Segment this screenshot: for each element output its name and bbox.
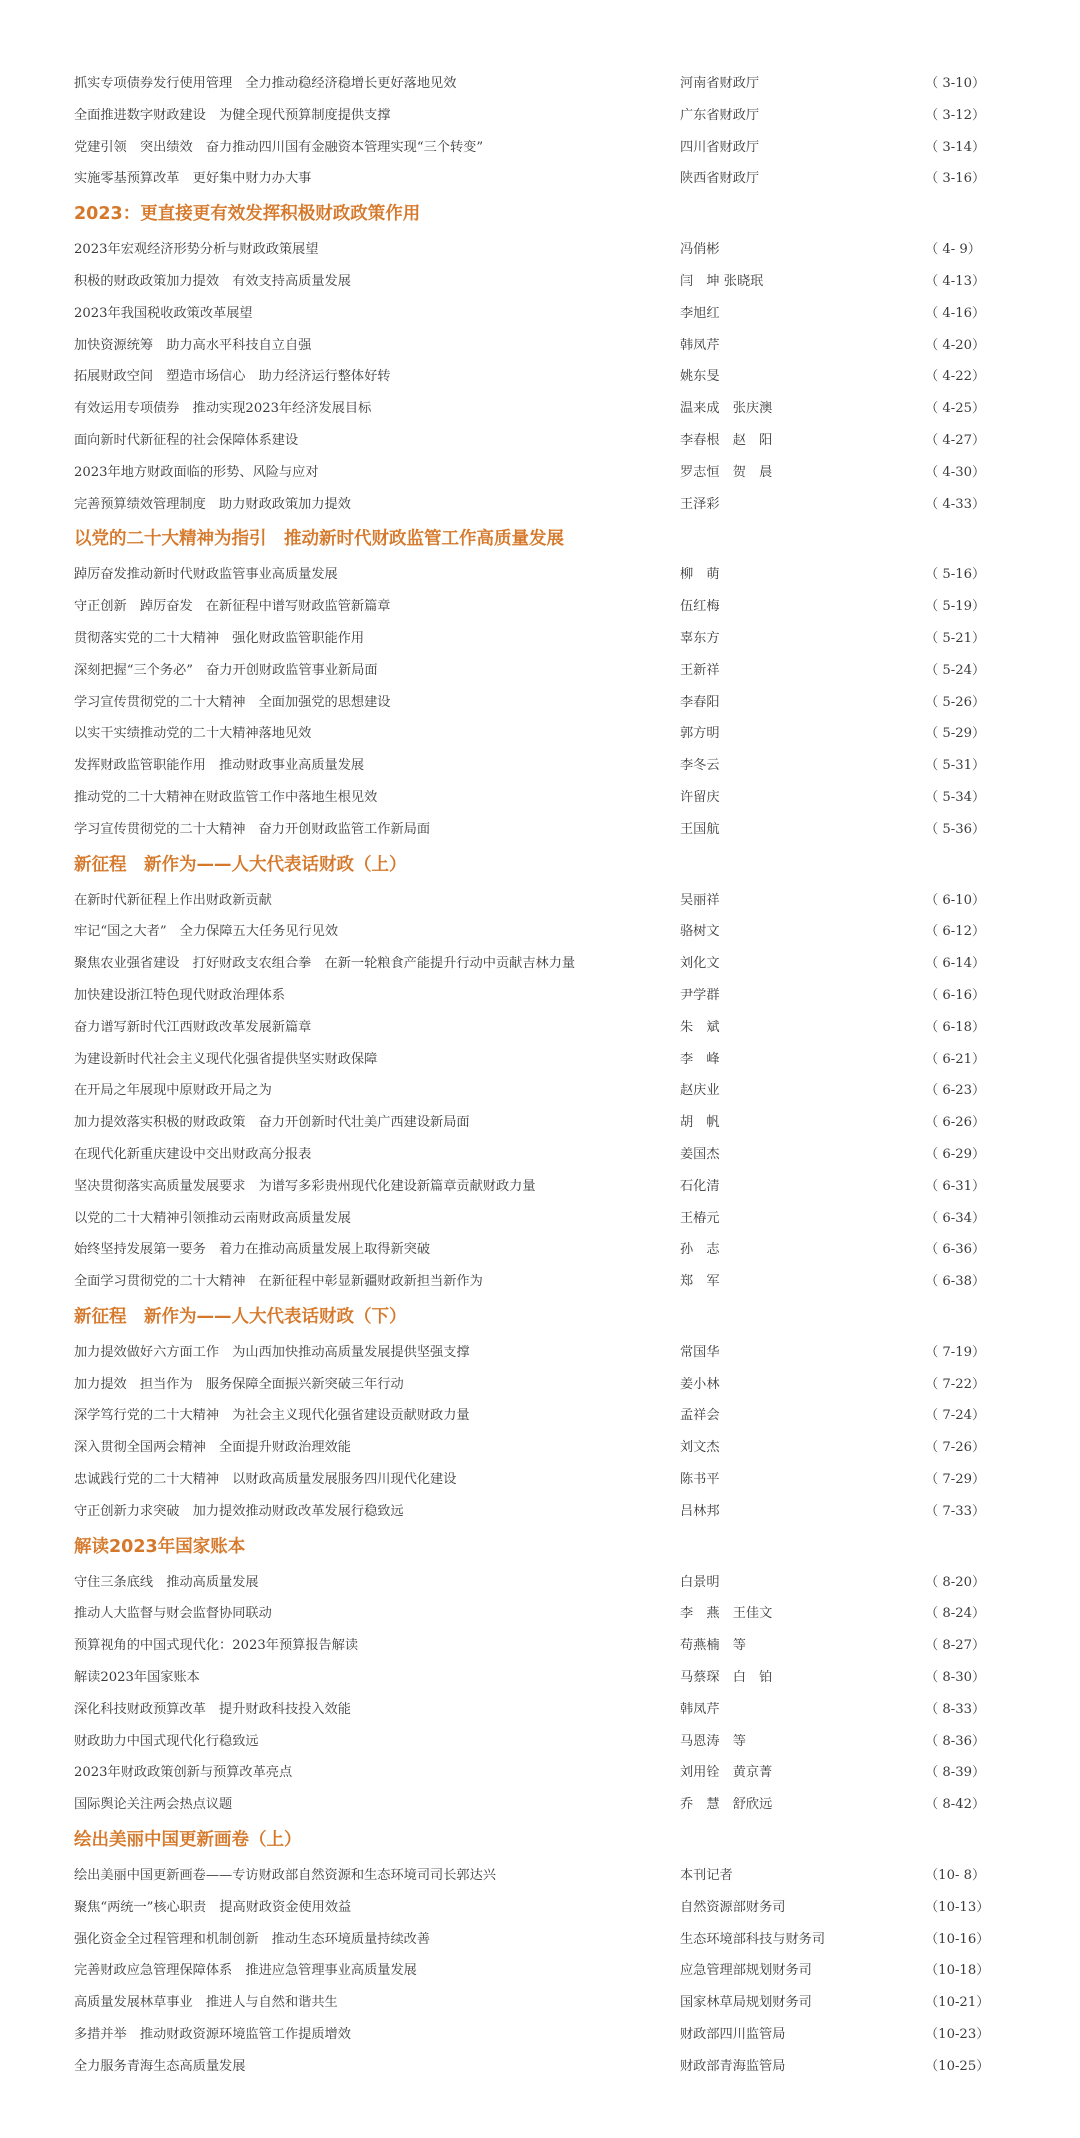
toc-entry — [0, 1860, 1080, 1892]
article-author: 王泽彩 — [680, 496, 720, 512]
article-author: 常国华 — [680, 1344, 720, 1360]
toc-entry — [0, 163, 1080, 195]
page-reference: （ 4-25） — [925, 401, 986, 417]
page-reference: （ 4-22） — [925, 369, 986, 385]
article-title: 推动人大监督与财会监督协同联动 — [74, 1606, 272, 1622]
article-author: 辜东方 — [680, 630, 720, 646]
article-title: 聚焦农业强省建设 打好财政支农组合拳 在新一轮粮食产能提升行动中贡献吉林力量 — [74, 956, 576, 972]
article-title: 始终坚持发展第一要务 着力在推动高质量发展上取得新突破 — [74, 1242, 431, 1258]
article-title: 高质量发展林草事业 推进人与自然和谐共生 — [74, 1995, 338, 2011]
article-title: 预算视角的中国式现代化：2023年预算报告解读 — [74, 1638, 359, 1654]
article-author: 刘用铨 黄京菁 — [680, 1765, 773, 1781]
article-title: 解读2023年国家账本 — [74, 1670, 200, 1686]
toc-entry — [0, 457, 1080, 489]
article-title: 加快建设浙江特色现代财政治理体系 — [74, 987, 285, 1003]
page-reference: （10-16） — [925, 1931, 990, 1947]
article-title: 全面推进数字财政建设 为健全现代预算制度提供支撑 — [74, 107, 391, 123]
article-author: 生态环境部科技与财务司 — [680, 1931, 826, 1947]
article-author: 姚东旻 — [680, 369, 720, 385]
article-title: 守正创新力求突破 加力提效推动财政改革发展行稳致远 — [74, 1503, 404, 1519]
toc-entry — [0, 1987, 1080, 2019]
article-title: 强化资金全过程管理和机制创新 推动生态环境质量持续改善 — [74, 1931, 431, 1947]
article-author: 柳 萌 — [680, 567, 720, 583]
toc-entry — [0, 1203, 1080, 1235]
article-title: 以实干实绩推动党的二十大精神落地见效 — [74, 726, 312, 742]
toc-entry — [0, 1075, 1080, 1107]
page-reference: （ 5-26） — [925, 694, 986, 710]
article-title: 积极的财政政策加力提效 有效支持高质量发展 — [74, 273, 351, 289]
article-title: 推动党的二十大精神在财政监管工作中落地生根见效 — [74, 789, 378, 805]
toc-entry — [0, 489, 1080, 521]
toc-entry — [0, 718, 1080, 750]
page-reference: （ 7-26） — [925, 1440, 986, 1456]
article-author: 姜国杰 — [680, 1146, 720, 1162]
article-author: 胡 帆 — [680, 1115, 720, 1131]
toc-entry — [0, 1432, 1080, 1464]
page-reference: （10-21） — [925, 1995, 990, 2011]
article-author: 苟燕楠 等 — [680, 1638, 746, 1654]
page-reference: （ 6-16） — [925, 987, 986, 1003]
article-author: 罗志恒 贺 晨 — [680, 464, 773, 480]
article-title: 财政助力中国式现代化行稳致远 — [74, 1733, 259, 1749]
article-title: 实施零基预算改革 更好集中财力办大事 — [74, 171, 312, 187]
article-author: 冯俏彬 — [680, 242, 720, 258]
article-author: 本刊记者 — [680, 1868, 733, 1884]
article-author: 陕西省财政厅 — [680, 171, 760, 187]
article-author: 石化清 — [680, 1178, 720, 1194]
toc-entry — [0, 1044, 1080, 1076]
toc-entry — [0, 68, 1080, 100]
article-author: 孙 志 — [680, 1242, 720, 1258]
toc-entry — [0, 1757, 1080, 1789]
article-title: 奋力谱写新时代江西财政改革发展新篇章 — [74, 1019, 312, 1035]
article-author: 自然资源部财务司 — [680, 1899, 786, 1915]
article-author: 郭方明 — [680, 726, 720, 742]
page-reference: （ 5-34） — [925, 789, 986, 805]
article-title: 聚焦“两统一”核心职责 提高财政资金使用效益 — [74, 1899, 352, 1915]
toc-entry — [0, 2051, 1080, 2083]
article-title: 以党的二十大精神引领推动云南财政高质量发展 — [74, 1210, 351, 1226]
article-title: 加力提效落实积极的财政政策 奋力开创新时代壮美广西建设新局面 — [74, 1115, 470, 1131]
toc-entry — [0, 1955, 1080, 1987]
toc-entry — [0, 330, 1080, 362]
article-title: 牢记“国之大者” 全力保障五大任务见行见效 — [74, 924, 339, 940]
article-title: 贯彻落实党的二十大精神 强化财政监管职能作用 — [74, 630, 365, 646]
page-reference: （ 6-29） — [925, 1146, 986, 1162]
toc-entry — [0, 1400, 1080, 1432]
article-title: 全力服务青海生态高质量发展 — [74, 2058, 246, 2074]
article-title: 在开局之年展现中原财政开局之为 — [74, 1083, 272, 1099]
page-reference: （ 3-14） — [925, 139, 986, 155]
toc-entry — [0, 559, 1080, 591]
article-author: 王国航 — [680, 821, 720, 837]
section-heading: 绘出美丽中国更新画卷（上） — [74, 1830, 302, 1851]
page-reference: （ 7-24） — [925, 1408, 986, 1424]
page-reference: （ 3-10） — [925, 76, 986, 91]
article-author: 财政部四川监管局 — [680, 2027, 786, 2043]
section-heading: 以党的二十大精神为指引 推动新时代财政监管工作高质量发展 — [74, 529, 564, 550]
article-author: 刘文杰 — [680, 1440, 720, 1456]
page-reference: （ 4-27） — [925, 432, 986, 448]
article-title: 深学笃行党的二十大精神 为社会主义现代化强省建设贡献财政力量 — [74, 1408, 470, 1424]
article-title: 抓实专项债券发行使用管理 全力推动稳经济稳增长更好落地见效 — [74, 76, 457, 91]
article-title: 全面学习贯彻党的二十大精神 在新征程中彰显新疆财政新担当新作为 — [74, 1274, 483, 1290]
article-author: 吕林邦 — [680, 1503, 720, 1519]
toc-entry — [0, 980, 1080, 1012]
article-title: 加力提效做好六方面工作 为山西加快推动高质量发展提供坚强支撑 — [74, 1344, 470, 1360]
page-reference: （ 6-21） — [925, 1051, 986, 1067]
article-title: 党建引领 突出绩效 奋力推动四川国有金融资本管理实现“三个转变” — [74, 139, 484, 155]
toc-entry — [0, 425, 1080, 457]
toc-entry — [0, 1107, 1080, 1139]
article-author: 陈书平 — [680, 1472, 720, 1488]
page-reference: （ 3-12） — [925, 107, 986, 123]
toc-entry — [0, 948, 1080, 980]
page-reference: （ 4-20） — [925, 337, 986, 353]
page-reference: （ 5-24） — [925, 662, 986, 678]
page-reference: （ 5-31） — [925, 758, 986, 774]
page-reference: （ 4-16） — [925, 305, 986, 321]
page-reference: （ 5-16） — [925, 567, 986, 583]
page-reference: （ 6-36） — [925, 1242, 986, 1258]
toc-entry — [0, 1694, 1080, 1726]
page-reference: （ 7-33） — [925, 1503, 986, 1519]
page-reference: （10-18） — [925, 1963, 990, 1979]
toc-entry — [0, 132, 1080, 164]
article-author: 韩凤芹 — [680, 1701, 720, 1717]
page-reference: （ 5-36） — [925, 821, 986, 837]
article-title: 加快资源统筹 助力高水平科技自立自强 — [74, 337, 312, 353]
toc-entry — [0, 1012, 1080, 1044]
page-reference: （ 4-13） — [925, 273, 986, 289]
article-author: 朱 斌 — [680, 1019, 720, 1035]
toc-entry — [0, 750, 1080, 782]
toc-entry — [0, 266, 1080, 298]
page-reference: （10-23） — [925, 2027, 990, 2043]
article-title: 有效运用专项债券 推动实现2023年经济发展目标 — [74, 401, 372, 417]
page-reference: （ 8-20） — [925, 1574, 986, 1590]
toc-entry — [0, 2019, 1080, 2051]
article-author: 李冬云 — [680, 758, 720, 774]
page-reference: （ 8-27） — [925, 1638, 986, 1654]
article-author: 郑 军 — [680, 1274, 720, 1290]
page-reference: （ 5-29） — [925, 726, 986, 742]
article-author: 国家林草局规划财务司 — [680, 1995, 812, 2011]
toc-entry — [0, 298, 1080, 330]
page-reference: （ 6-12） — [925, 924, 986, 940]
page-reference: （ 5-21） — [925, 630, 986, 646]
article-title: 2023年我国税收政策改革展望 — [74, 305, 253, 321]
article-author: 骆树文 — [680, 924, 720, 940]
page-reference: （ 8-30） — [925, 1670, 986, 1686]
article-author: 马恩涛 等 — [680, 1733, 746, 1749]
article-author: 李 峰 — [680, 1051, 720, 1067]
article-author: 赵庆业 — [680, 1083, 720, 1099]
article-title: 2023年财政政策创新与预算改革亮点 — [74, 1765, 293, 1781]
page-reference: （ 8-36） — [925, 1733, 986, 1749]
section-heading: 新征程 新作为——人大代表话财政（下） — [74, 1306, 407, 1327]
page-reference: （ 4- 9） — [925, 242, 981, 258]
page-reference: （ 6-34） — [925, 1210, 986, 1226]
page-reference: （ 8-42） — [925, 1797, 986, 1813]
toc-entry — [0, 591, 1080, 623]
toc-entry — [0, 393, 1080, 425]
article-title: 深刻把握“三个务必” 奋力开创财政监管事业新局面 — [74, 662, 378, 678]
page-reference: （ 6-31） — [925, 1178, 986, 1194]
article-title: 发挥财政监管职能作用 推动财政事业高质量发展 — [74, 758, 365, 774]
toc-entry — [0, 885, 1080, 917]
article-title: 学习宣传贯彻党的二十大精神 奋力开创财政监管工作新局面 — [74, 821, 431, 837]
toc-entry — [0, 916, 1080, 948]
page-reference: （ 6-23） — [925, 1083, 986, 1099]
article-author: 姜小林 — [680, 1376, 720, 1392]
toc-entry — [0, 1464, 1080, 1496]
article-author: 河南省财政厅 — [680, 76, 760, 91]
article-title: 守住三条底线 推动高质量发展 — [74, 1574, 259, 1590]
article-author: 尹学群 — [680, 987, 720, 1003]
toc-entry — [0, 1266, 1080, 1298]
article-author: 闫 坤 张晓珉 — [680, 273, 764, 289]
page-reference: （ 4-33） — [925, 496, 986, 512]
article-author: 许留庆 — [680, 789, 720, 805]
page-reference: （ 8-39） — [925, 1765, 986, 1781]
article-title: 多措并举 推动财政资源环境监管工作提质增效 — [74, 2027, 351, 2043]
article-title: 深入贯彻全国两会精神 全面提升财政治理效能 — [74, 1440, 351, 1456]
page-reference: （ 8-24） — [925, 1606, 986, 1622]
article-title: 国际舆论关注两会热点议题 — [74, 1797, 233, 1813]
page-reference: （ 6-38） — [925, 1274, 986, 1290]
section-heading: 2023：更直接更有效发挥积极财政政策作用 — [74, 204, 421, 225]
article-title: 守正创新 踔厉奋发 在新征程中谱写财政监管新篇章 — [74, 599, 391, 615]
page-reference: （10-13） — [925, 1899, 990, 1915]
toc-entry — [0, 1630, 1080, 1662]
toc-entry — [0, 1662, 1080, 1694]
toc-entry — [0, 1171, 1080, 1203]
article-title: 2023年地方财政面临的形势、风险与应对 — [74, 464, 319, 480]
toc-entry — [0, 1567, 1080, 1599]
toc-entry — [0, 1789, 1080, 1821]
page-reference: （ 6-26） — [925, 1115, 986, 1131]
article-author: 韩凤芹 — [680, 337, 720, 353]
article-author: 四川省财政厅 — [680, 139, 760, 155]
article-author: 王椿元 — [680, 1210, 720, 1226]
article-title: 完善预算绩效管理制度 助力财政政策加力提效 — [74, 496, 351, 512]
toc-entry — [0, 1496, 1080, 1528]
page-reference: （ 4-30） — [925, 464, 986, 480]
article-author: 伍红梅 — [680, 599, 720, 615]
article-author: 李春根 赵 阳 — [680, 432, 773, 448]
article-title: 完善财政应急管理保障体系 推进应急管理事业高质量发展 — [74, 1963, 417, 1979]
article-author: 吴丽祥 — [680, 892, 720, 908]
page-reference: （ 5-19） — [925, 599, 986, 615]
toc-entry — [0, 361, 1080, 393]
article-title: 拓展财政空间 塑造市场信心 助力经济运行整体好转 — [74, 369, 391, 385]
article-author: 李旭红 — [680, 305, 720, 321]
toc-entry — [0, 1369, 1080, 1401]
article-title: 在现代化新重庆建设中交出财政高分报表 — [74, 1146, 312, 1162]
toc-entry — [0, 1924, 1080, 1956]
page-reference: （ 7-22） — [925, 1376, 986, 1392]
article-author: 李 燕 王佳文 — [680, 1606, 773, 1622]
page-reference: （ 7-19） — [925, 1344, 986, 1360]
toc-entry — [0, 655, 1080, 687]
toc-entry — [0, 1234, 1080, 1266]
toc-entry — [0, 814, 1080, 846]
toc-entry — [0, 1337, 1080, 1369]
article-title: 绘出美丽中国更新画卷——专访财政部自然资源和生态环境司司长郭达兴 — [74, 1868, 496, 1884]
section-heading: 新征程 新作为——人大代表话财政（上） — [74, 854, 407, 875]
article-author: 李春阳 — [680, 694, 720, 710]
toc-entry — [0, 1726, 1080, 1758]
article-author: 刘化文 — [680, 956, 720, 972]
page-reference: （10-25） — [925, 2058, 990, 2074]
article-author: 白景明 — [680, 1574, 720, 1590]
toc-entry — [0, 782, 1080, 814]
article-author: 王新祥 — [680, 662, 720, 678]
section-heading: 解读2023年国家账本 — [74, 1536, 246, 1557]
toc-entry — [0, 1598, 1080, 1630]
article-title: 在新时代新征程上作出财政新贡献 — [74, 892, 272, 908]
article-author: 财政部青海监管局 — [680, 2058, 786, 2074]
article-author: 乔 慧 舒欣远 — [680, 1797, 773, 1813]
article-title: 加力提效 担当作为 服务保障全面振兴新突破三年行动 — [74, 1376, 404, 1392]
toc-entry — [0, 234, 1080, 266]
article-title: 坚决贯彻落实高质量发展要求 为谱写多彩贵州现代化建设新篇章贡献财政力量 — [74, 1178, 536, 1194]
article-title: 面向新时代新征程的社会保障体系建设 — [74, 432, 299, 448]
toc-entry — [0, 687, 1080, 719]
toc-entry — [0, 100, 1080, 132]
article-author: 广东省财政厅 — [680, 107, 760, 123]
article-author: 马蔡琛 白 铂 — [680, 1670, 773, 1686]
page-reference: （10- 8） — [925, 1868, 986, 1884]
article-author: 温来成 张庆澳 — [680, 401, 773, 417]
article-author: 孟祥会 — [680, 1408, 720, 1424]
page-reference: （ 6-14） — [925, 956, 986, 972]
article-title: 学习宣传贯彻党的二十大精神 全面加强党的思想建设 — [74, 694, 391, 710]
article-title: 踔厉奋发推动新时代财政监管事业高质量发展 — [74, 567, 338, 583]
article-title: 2023年宏观经济形势分析与财政政策展望 — [74, 242, 319, 258]
article-title: 深化科技财政预算改革 提升财政科技投入效能 — [74, 1701, 351, 1717]
toc-entry — [0, 1892, 1080, 1924]
toc-entry — [0, 1139, 1080, 1171]
page-reference: （ 8-33） — [925, 1701, 986, 1717]
page-reference: （ 7-29） — [925, 1472, 986, 1488]
article-title: 为建设新时代社会主义现代化强省提供坚实财政保障 — [74, 1051, 378, 1067]
page-reference: （ 6-18） — [925, 1019, 986, 1035]
article-title: 忠诚践行党的二十大精神 以财政高质量发展服务四川现代化建设 — [74, 1472, 457, 1488]
page-reference: （ 3-16） — [925, 171, 986, 187]
page-reference: （ 6-10） — [925, 892, 986, 908]
article-author: 应急管理部规划财务司 — [680, 1963, 812, 1979]
toc-entry — [0, 623, 1080, 655]
